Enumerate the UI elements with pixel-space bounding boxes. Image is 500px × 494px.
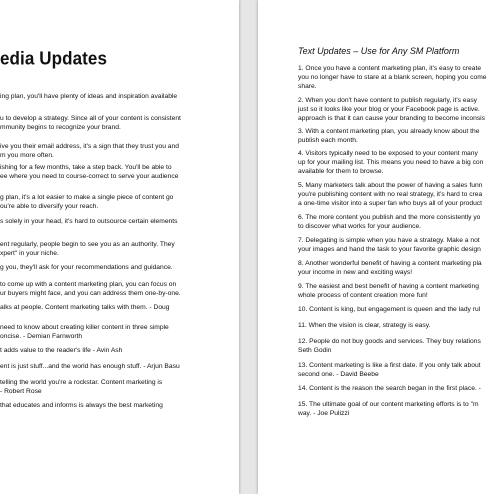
- left-paragraph: ishing for a few months, take a step back. You'll be able to ee where you need to course-correct to serve your audience: [0, 164, 179, 180]
- list-item: 14. Content is the reason the search began in the first place. -: [298, 385, 481, 392]
- list-item: 4. Visitors typically need to be exposed to your content many up for your mailing list. This means you need to have a big con available for them to browse.: [298, 150, 484, 175]
- list-item: 13. Content marketing is like a first date. If you only talk about second one. - David Beebe: [298, 362, 481, 378]
- list-item: 15. The ultimate goal of our content marketing efforts is to "m way. - Joe Pulizzi: [298, 401, 479, 417]
- left-paragraph: g you, they'll ask for your recommendations and guidance.: [0, 264, 173, 271]
- left-paragraph: u to develop a strategy. Since all of your content is consistent mmunity begins to recognize your brand.: [0, 115, 181, 131]
- list-item: 2. When you don't have content to publish regularly, it's easy just so it looks like your blog or your Facebook page is active. approach is that it can cause your branding to become inconsis: [298, 97, 485, 122]
- page-title: edia Updates: [0, 48, 108, 69]
- left-paragraph: ent is just stuff...and the world has enough stuff. - Arjun Basu: [0, 363, 180, 370]
- list-item: 11. When the vision is clear, strategy is easy.: [298, 322, 431, 329]
- section-subtitle: Text Updates – Use for Any SM Platform: [298, 46, 460, 56]
- list-item: 10. Content is king, but engagement is queen and the lady rul: [298, 306, 481, 313]
- left-paragraph: ive you their email address, it's a sign that they trust you and m you more often.: [0, 143, 179, 159]
- list-item: 1. Once you have a content marketing plan, it's easy to create you no longer have to stare at a blank screen, hoping you come share.: [298, 65, 487, 90]
- left-paragraph: that educates and informs is always the best marketing: [0, 402, 163, 409]
- left-paragraph: t adds value to the reader's life - Avin Ash: [0, 347, 123, 354]
- list-item: 7. Delegating is simple when you have a strategy. Make a not your images and hand the task to your favorite graphic design: [298, 237, 481, 253]
- list-item: 5. Many marketers talk about the power of having a sales funn you're publishing content with no real strategy, it's hard to crea a one-time visitor into a super fan who buys all of your product: [298, 182, 483, 207]
- list-item: 12. People do not buy goods and services. They buy relations Seth Godin: [298, 338, 481, 354]
- list-item: 8. Another wonderful benefit of having a content marketing pla your income in new and exciting ways!: [298, 260, 482, 276]
- left-paragraph: to come up with a content marketing plan, you can focus on ur buyers might face, and you can address them one-by-one.: [0, 281, 181, 297]
- list-item: 3. With a content marketing plan, you already know about the publish each month.: [298, 128, 480, 144]
- left-paragraph: ent regularly, people begin to see you as an authority. They xpert" in your niche.: [0, 241, 175, 257]
- left-paragraph: telling the world you're a rockstar. Content marketing is - Robert Rose: [0, 379, 163, 395]
- left-paragraph: need to know about creating killer content in three simple oncise. - Demian Farnworth: [0, 324, 169, 340]
- list-item: 6. The more content you publish and the more consistently yo to discover what works for your audience.: [298, 214, 481, 230]
- right-document-page: [258, 0, 500, 494]
- list-item: 9. The easiest and best benefit of having a content marketing whole process of content creation more fun!: [298, 283, 479, 299]
- left-paragraph: ing plan, you'll have plenty of ideas and inspiration available: [0, 93, 178, 100]
- left-document-page: [0, 0, 239, 494]
- left-paragraph: g plan, it's a lot easier to make a single piece of content go ou're able to diversify your reach.: [0, 194, 174, 210]
- left-paragraph: s solely in your head, it's hard to outsource certain elements: [0, 218, 178, 225]
- left-paragraph: alks at people. Content marketing talks with them. - Doug: [0, 304, 170, 311]
